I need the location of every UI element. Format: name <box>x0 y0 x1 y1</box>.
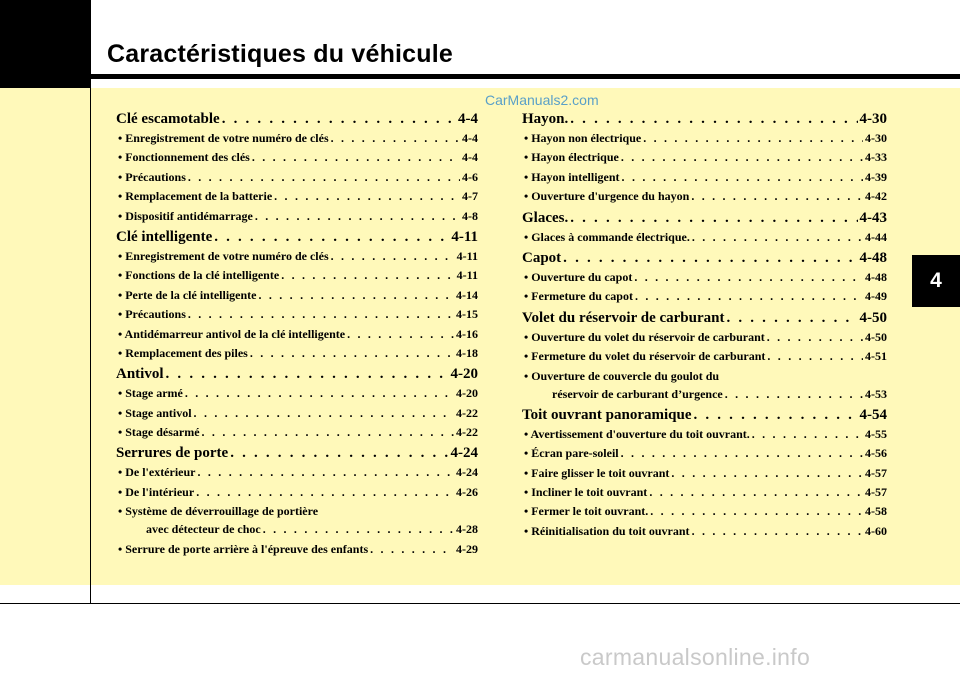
toc-page-number: 4-22 <box>456 425 478 440</box>
toc-subsection-entry[interactable] <box>116 504 478 522</box>
toc-entry-label: • Enregistrement de votre numéro de clés <box>118 131 329 145</box>
toc-entry-label: • Réinitialisation du toit ouvrant <box>524 523 690 538</box>
toc-section-entry[interactable] <box>522 210 887 230</box>
toc-entry-label: • Enregistrement de votre numéro de clés <box>118 248 329 263</box>
watermark-top: CarManuals2.com <box>485 92 599 108</box>
toc-page-number: 4-57 <box>865 465 887 480</box>
toc-page-number: 4-33 <box>865 150 887 165</box>
toc-entry-label: • Ouverture d'urgence du hayon <box>524 189 690 204</box>
toc-page-number: 4-60 <box>865 523 887 538</box>
toc-dot-leader <box>196 485 454 500</box>
toc-right-column <box>522 110 887 543</box>
toc-subsection-entry[interactable] <box>522 230 887 249</box>
toc-subsection-entry[interactable] <box>522 466 887 485</box>
toc-page-number: 4-26 <box>456 484 478 499</box>
toc-section-entry[interactable] <box>522 407 887 427</box>
toc-section-entry[interactable] <box>522 310 887 330</box>
toc-entry-label: • Serrure de porte arrière à l'épreuve des enfants <box>118 541 369 556</box>
toc-subsection-entry[interactable] <box>522 170 887 189</box>
toc-dot-leader <box>634 270 863 285</box>
toc-page-number: 4-24 <box>450 445 478 462</box>
toc-dot-leader <box>194 406 454 421</box>
toc-subsection-entry[interactable] <box>116 307 478 326</box>
toc-entry-label: Clé escamotable <box>116 111 220 127</box>
toc-dot-leader <box>185 386 454 401</box>
toc-entry-label: Glaces. <box>522 209 569 226</box>
toc-dot-leader <box>281 268 454 283</box>
toc-entry-label: • Antidémarreur antivol de la clé intelligente <box>118 326 346 341</box>
toc-page-number: 4-8 <box>462 208 478 223</box>
toc-dot-leader <box>649 485 863 500</box>
toc-entry-label: • Glaces à commande électrique. <box>524 229 690 244</box>
toc-dot-leader <box>230 445 448 462</box>
toc-dot-leader <box>692 524 863 539</box>
toc-entry-label: • Incliner le toit ouvrant <box>524 485 648 500</box>
toc-page-number: 4-11 <box>456 248 478 263</box>
toc-subsection-entry[interactable] <box>116 406 478 425</box>
toc-page-number: 4-50 <box>859 309 887 326</box>
toc-entry-label: • Stage désarmé <box>118 425 200 440</box>
toc-dot-leader <box>258 288 454 303</box>
toc-subsection-entry[interactable] <box>116 268 478 287</box>
toc-page-number: 4-48 <box>859 249 887 266</box>
toc-page-number: 4-14 <box>456 287 478 302</box>
toc-subsection-entry[interactable] <box>522 504 887 523</box>
toc-section-entry[interactable] <box>116 366 478 386</box>
toc-dot-leader <box>563 250 857 267</box>
toc-entry-label: • Précautions <box>118 307 186 322</box>
toc-dot-leader <box>331 249 455 264</box>
toc-entry-label: Toit ouvrant panoramique <box>522 406 692 423</box>
toc-page-number: 4-7 <box>462 189 478 204</box>
toc-subsection-entry[interactable] <box>522 446 887 465</box>
toc-entry-label: • Remplacement des piles <box>118 345 248 360</box>
toc-dot-leader <box>570 210 857 227</box>
toc-page-number: 4-20 <box>450 366 478 383</box>
toc-dot-leader <box>263 522 454 537</box>
toc-page-number: 4-44 <box>865 229 887 244</box>
toc-dot-leader <box>188 170 460 185</box>
toc-dot-leader <box>252 150 460 165</box>
toc-dot-leader <box>570 111 857 128</box>
toc-dot-leader <box>752 427 863 442</box>
toc-subsection-entry[interactable] <box>522 485 887 504</box>
toc-entry-label: • Écran pare-soleil <box>524 446 619 461</box>
toc-entry-label: • Fermeture du capot <box>524 289 633 304</box>
toc-entry-label: • De l'extérieur <box>118 465 196 480</box>
toc-entry-label: • Stage armé <box>118 386 183 401</box>
toc-page-number: 4-11 <box>456 268 478 283</box>
toc-dot-leader <box>274 189 460 204</box>
toc-entry-label: • Système de déverrouillage de portière <box>118 504 319 519</box>
toc-page-number: 4-48 <box>865 269 887 284</box>
toc-entry-label: • Stage antivol <box>118 405 192 420</box>
toc-entry-label: • Fonctionnement des clés <box>118 150 250 165</box>
toc-left-column <box>116 110 478 561</box>
toc-dot-leader <box>767 330 863 345</box>
toc-dot-leader <box>691 189 863 204</box>
toc-dot-leader <box>198 465 455 480</box>
toc-page-number: 4-57 <box>865 485 887 500</box>
toc-subsection-entry[interactable] <box>522 270 887 289</box>
toc-page-number: 4-20 <box>456 386 478 401</box>
toc-page-number: 4-6 <box>462 169 478 184</box>
toc-dot-leader <box>693 407 857 424</box>
toc-page-number: 4-4 <box>462 150 478 165</box>
toc-subsection-entry[interactable] <box>522 330 887 349</box>
toc-entry-label: • Ouverture du volet du réservoir de carburant <box>524 329 765 344</box>
toc-entry-label: • Fonctions de la clé intelligente <box>118 268 280 283</box>
toc-entry-label: • Hayon intelligent <box>524 169 620 184</box>
toc-entry-label: Serrures de porte <box>116 445 229 462</box>
toc-page-number: 4-16 <box>456 326 478 341</box>
toc-dot-leader <box>255 209 460 224</box>
toc-page-number: 4-18 <box>456 345 478 360</box>
toc-dot-leader <box>331 131 460 146</box>
toc-entry-label: • Ouverture du capot <box>524 269 633 284</box>
toc-page-number: 4-49 <box>865 289 887 304</box>
toc-dot-leader <box>214 229 449 246</box>
toc-subsection-entry[interactable] <box>522 189 887 208</box>
toc-dot-leader <box>725 387 863 402</box>
toc-entry-label: • Remplacement de la batterie <box>118 189 273 204</box>
toc-dot-leader <box>726 310 857 327</box>
toc-page-number: 4-4 <box>462 131 478 145</box>
toc-subsection-entry[interactable] <box>522 150 887 169</box>
toc-entry-label: Hayon. <box>522 111 569 127</box>
toc-section-entry[interactable] <box>116 445 478 465</box>
toc-subsection-entry[interactable] <box>116 465 478 484</box>
toc-entry-label: • De l'intérieur <box>118 484 195 499</box>
toc-entry-label: • Précautions <box>118 169 186 184</box>
toc-section-entry[interactable] <box>116 229 478 249</box>
toc-entry-label: Antivol <box>116 366 164 383</box>
toc-entry-label: • Hayon électrique <box>524 150 619 165</box>
toc-page-number: 4-39 <box>865 169 887 184</box>
toc-subsection-entry[interactable] <box>116 542 478 561</box>
toc-dot-leader <box>643 131 863 146</box>
toc-entry-label: Clé intelligente <box>116 228 213 245</box>
toc-entry-label: Capot <box>522 249 562 266</box>
toc-page-number: 4-51 <box>865 349 887 364</box>
chapter-tab[interactable]: 4 <box>912 255 960 307</box>
toc-subsection-entry[interactable] <box>116 209 478 228</box>
toc-subsection-entry[interactable] <box>116 288 478 307</box>
toc-subsection-entry[interactable] <box>116 249 478 268</box>
toc-entry-label: • Ouverture de couvercle du goulot du <box>524 368 720 383</box>
toc-subsection-entry[interactable] <box>116 522 478 541</box>
toc-subsection-entry[interactable] <box>116 150 478 169</box>
toc-page-number: 4-11 <box>451 228 478 245</box>
toc-subsection-entry[interactable] <box>116 189 478 208</box>
toc-page-number: 4-54 <box>859 406 887 423</box>
toc-page-number: 4-50 <box>865 329 887 344</box>
corner-block <box>0 0 90 88</box>
toc-page-number: 4-30 <box>859 111 887 127</box>
toc-page-number: 4-58 <box>865 504 887 519</box>
toc-page-number: 4-42 <box>865 189 887 204</box>
toc-dot-leader <box>671 466 863 481</box>
toc-dot-leader <box>250 346 454 361</box>
toc-entry-label: Volet du réservoir de carburant <box>522 309 725 326</box>
toc-dot-leader <box>370 542 454 557</box>
toc-subsection-entry[interactable] <box>116 386 478 405</box>
toc-page-number: 4-24 <box>456 465 478 480</box>
toc-page-number: 4-55 <box>865 426 887 441</box>
toc-dot-leader <box>692 230 863 245</box>
toc-subsection-entry[interactable] <box>116 131 478 150</box>
toc-dot-leader <box>767 349 863 364</box>
toc-section-entry[interactable] <box>522 111 887 131</box>
toc-entry-label: • Perte de la clé intelligente <box>118 287 257 302</box>
toc-dot-leader <box>188 307 454 322</box>
toc-dot-leader <box>622 170 863 185</box>
toc-subsection-entry[interactable] <box>116 327 478 346</box>
toc-entry-label: • Fermer le toit ouvrant. <box>524 504 649 519</box>
toc-subsection-entry[interactable] <box>522 524 887 543</box>
toc-entry-label: • Avertissement d'ouverture du toit ouvrant. <box>524 426 750 441</box>
toc-subsection-entry[interactable] <box>522 349 887 368</box>
toc-subsection-entry[interactable] <box>522 369 887 387</box>
toc-page-number: 4-28 <box>456 522 478 537</box>
toc-dot-leader <box>650 504 863 519</box>
toc-dot-leader <box>621 150 863 165</box>
toc-entry-label: • Hayon non électrique <box>524 131 642 145</box>
toc-entry-label: • Dispositif antidémarrage <box>118 208 253 223</box>
toc-dot-leader <box>621 446 863 461</box>
toc-subsection-entry[interactable] <box>522 131 887 150</box>
toc-page-number: 4-43 <box>859 209 887 226</box>
toc-page-number: 4-15 <box>456 307 478 322</box>
toc-page-number: 4-56 <box>865 446 887 461</box>
toc-dot-leader <box>635 289 863 304</box>
toc-subsection-entry[interactable] <box>522 387 887 406</box>
toc-page-number: 4-29 <box>456 541 478 556</box>
toc-page-number: 4-4 <box>458 111 478 127</box>
toc-dot-leader <box>222 111 456 128</box>
toc-entry-label: avec détecteur de choc <box>146 522 261 537</box>
toc-entry-label: • Faire glisser le toit ouvrant <box>524 465 670 480</box>
watermark-bottom: carmanualsonline.info <box>580 644 811 670</box>
toc-page-number: 4-22 <box>456 405 478 420</box>
bottom-rule <box>0 603 960 604</box>
toc-subsection-entry[interactable] <box>116 425 478 444</box>
toc-subsection-entry[interactable] <box>116 346 478 365</box>
toc-page-number: 4-53 <box>865 386 887 401</box>
toc-section-entry[interactable] <box>522 250 887 270</box>
toc-entry-label: réservoir de carburant d’urgence <box>552 386 723 401</box>
toc-page-number: 4-30 <box>865 131 887 145</box>
toc-subsection-entry[interactable] <box>522 427 887 446</box>
toc-dot-leader <box>166 366 449 383</box>
toc-subsection-entry[interactable] <box>522 289 887 308</box>
left-margin-rule <box>90 0 91 604</box>
toc-entry-label: • Fermeture du volet du réservoir de carburant <box>524 349 766 364</box>
page-title: Caractéristiques du véhicule <box>107 40 454 68</box>
toc-subsection-entry[interactable] <box>116 170 478 189</box>
toc-section-entry[interactable] <box>116 111 478 131</box>
toc-dot-leader <box>347 327 454 342</box>
title-rule <box>90 74 960 79</box>
toc-subsection-entry[interactable] <box>116 485 478 504</box>
toc-dot-leader <box>202 425 454 440</box>
